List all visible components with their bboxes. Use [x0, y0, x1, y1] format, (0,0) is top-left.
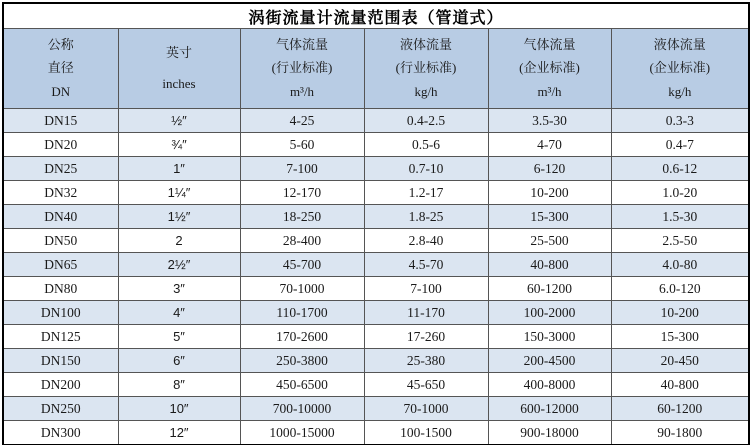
cell-liquid-flow-industry: 17-260: [364, 325, 488, 349]
cell-liquid-flow-industry: 11-170: [364, 301, 488, 325]
cell-gas-flow-industry: 18-250: [240, 205, 364, 229]
cell-gas-flow-industry: 450-6500: [240, 373, 364, 397]
cell-dn: DN65: [3, 253, 118, 277]
column-header-liquid-industry: 液体流量 (行业标准) kg/h: [364, 29, 488, 109]
cell-dn: DN250: [3, 397, 118, 421]
cell-liquid-flow-enterprise: 6.0-120: [611, 277, 749, 301]
cell-gas-flow-enterprise: 10-200: [488, 181, 611, 205]
cell-liquid-flow-industry: 7-100: [364, 277, 488, 301]
cell-dn: DN15: [3, 109, 118, 133]
cell-liquid-flow-industry: 100-1500: [364, 421, 488, 445]
cell-dn: DN300: [3, 421, 118, 445]
cell-gas-flow-enterprise: 60-1200: [488, 277, 611, 301]
cell-gas-flow-enterprise: 4-70: [488, 133, 611, 157]
cell-inches: 5″: [118, 325, 240, 349]
column-header-dn: 公称 直径 DN: [3, 29, 118, 109]
cell-dn: DN150: [3, 349, 118, 373]
cell-gas-flow-industry: 4-25: [240, 109, 364, 133]
table-row: [3, 181, 749, 205]
cell-gas-flow-enterprise: 40-800: [488, 253, 611, 277]
table-title: 涡街流量计流量范围表（管道式）: [3, 3, 749, 29]
cell-inches: 8″: [118, 373, 240, 397]
cell-liquid-flow-industry: 45-650: [364, 373, 488, 397]
cell-liquid-flow-industry: 70-1000: [364, 397, 488, 421]
cell-liquid-flow-enterprise: 10-200: [611, 301, 749, 325]
flow-range-table: [2, 2, 750, 445]
cell-gas-flow-enterprise: 200-4500: [488, 349, 611, 373]
cell-dn: DN80: [3, 277, 118, 301]
cell-liquid-flow-enterprise: 60-1200: [611, 397, 749, 421]
cell-gas-flow-industry: 7-100: [240, 157, 364, 181]
column-header-gas-industry: 气体流量 (行业标准) m³/h: [240, 29, 364, 109]
cell-liquid-flow-enterprise: 1.5-30: [611, 205, 749, 229]
cell-liquid-flow-enterprise: 2.5-50: [611, 229, 749, 253]
cell-liquid-flow-enterprise: 0.4-7: [611, 133, 749, 157]
cell-gas-flow-industry: 170-2600: [240, 325, 364, 349]
cell-liquid-flow-industry: 0.5-6: [364, 133, 488, 157]
cell-liquid-flow-industry: 2.8-40: [364, 229, 488, 253]
cell-inches: 12″: [118, 421, 240, 445]
cell-inches: 10″: [118, 397, 240, 421]
cell-liquid-flow-industry: 0.4-2.5: [364, 109, 488, 133]
table-row: [3, 205, 749, 229]
cell-liquid-flow-enterprise: 15-300: [611, 325, 749, 349]
column-header-inches: 英寸 inches: [118, 29, 240, 109]
cell-liquid-flow-enterprise: 4.0-80: [611, 253, 749, 277]
cell-liquid-flow-industry: 0.7-10: [364, 157, 488, 181]
cell-inches: 6″: [118, 349, 240, 373]
cell-inches: 1½″: [118, 205, 240, 229]
cell-dn: DN32: [3, 181, 118, 205]
cell-gas-flow-enterprise: 100-2000: [488, 301, 611, 325]
cell-dn: DN20: [3, 133, 118, 157]
cell-liquid-flow-enterprise: 1.0-20: [611, 181, 749, 205]
cell-inches: 2½″: [118, 253, 240, 277]
cell-dn: DN40: [3, 205, 118, 229]
title-row: [3, 3, 749, 29]
table-row: [3, 349, 749, 373]
cell-dn: DN125: [3, 325, 118, 349]
cell-gas-flow-industry: 700-10000: [240, 397, 364, 421]
cell-liquid-flow-industry: 4.5-70: [364, 253, 488, 277]
cell-liquid-flow-enterprise: 20-450: [611, 349, 749, 373]
cell-liquid-flow-enterprise: 90-1800: [611, 421, 749, 445]
cell-liquid-flow-industry: 25-380: [364, 349, 488, 373]
cell-inches: ½″: [118, 109, 240, 133]
cell-gas-flow-industry: 28-400: [240, 229, 364, 253]
cell-inches: ¾″: [118, 133, 240, 157]
table-row: [3, 301, 749, 325]
table-row: [3, 157, 749, 181]
column-header-gas-enterprise: 气体流量 (企业标准) m³/h: [488, 29, 611, 109]
cell-gas-flow-enterprise: 900-18000: [488, 421, 611, 445]
column-header-liquid-enterprise: 液体流量 (企业标准) kg/h: [611, 29, 749, 109]
table-row: [3, 253, 749, 277]
cell-liquid-flow-industry: 1.8-25: [364, 205, 488, 229]
cell-inches: 1¼″: [118, 181, 240, 205]
cell-gas-flow-industry: 70-1000: [240, 277, 364, 301]
cell-dn: DN25: [3, 157, 118, 181]
cell-liquid-flow-enterprise: 0.3-3: [611, 109, 749, 133]
cell-gas-flow-enterprise: 25-500: [488, 229, 611, 253]
cell-gas-flow-enterprise: 600-12000: [488, 397, 611, 421]
cell-gas-flow-enterprise: 150-3000: [488, 325, 611, 349]
table-row: [3, 397, 749, 421]
cell-dn: DN100: [3, 301, 118, 325]
cell-dn: DN200: [3, 373, 118, 397]
cell-inches: 1″: [118, 157, 240, 181]
cell-liquid-flow-enterprise: 0.6-12: [611, 157, 749, 181]
table-row: [3, 133, 749, 157]
cell-gas-flow-enterprise: 3.5-30: [488, 109, 611, 133]
table-row: [3, 421, 749, 445]
cell-gas-flow-industry: 250-3800: [240, 349, 364, 373]
cell-gas-flow-industry: 45-700: [240, 253, 364, 277]
header-row: [3, 29, 749, 109]
cell-inches: 3″: [118, 277, 240, 301]
cell-liquid-flow-enterprise: 40-800: [611, 373, 749, 397]
cell-gas-flow-enterprise: 15-300: [488, 205, 611, 229]
cell-gas-flow-enterprise: 400-8000: [488, 373, 611, 397]
cell-gas-flow-industry: 5-60: [240, 133, 364, 157]
cell-gas-flow-industry: 1000-15000: [240, 421, 364, 445]
table-row: [3, 325, 749, 349]
cell-gas-flow-industry: 110-1700: [240, 301, 364, 325]
cell-inches: 2: [118, 229, 240, 253]
cell-inches: 4″: [118, 301, 240, 325]
cell-dn: DN50: [3, 229, 118, 253]
cell-gas-flow-enterprise: 6-120: [488, 157, 611, 181]
table-row: [3, 229, 749, 253]
table-row: [3, 373, 749, 397]
table-row: [3, 109, 749, 133]
table-body: [3, 109, 749, 445]
table-row: [3, 277, 749, 301]
cell-gas-flow-industry: 12-170: [240, 181, 364, 205]
cell-liquid-flow-industry: 1.2-17: [364, 181, 488, 205]
